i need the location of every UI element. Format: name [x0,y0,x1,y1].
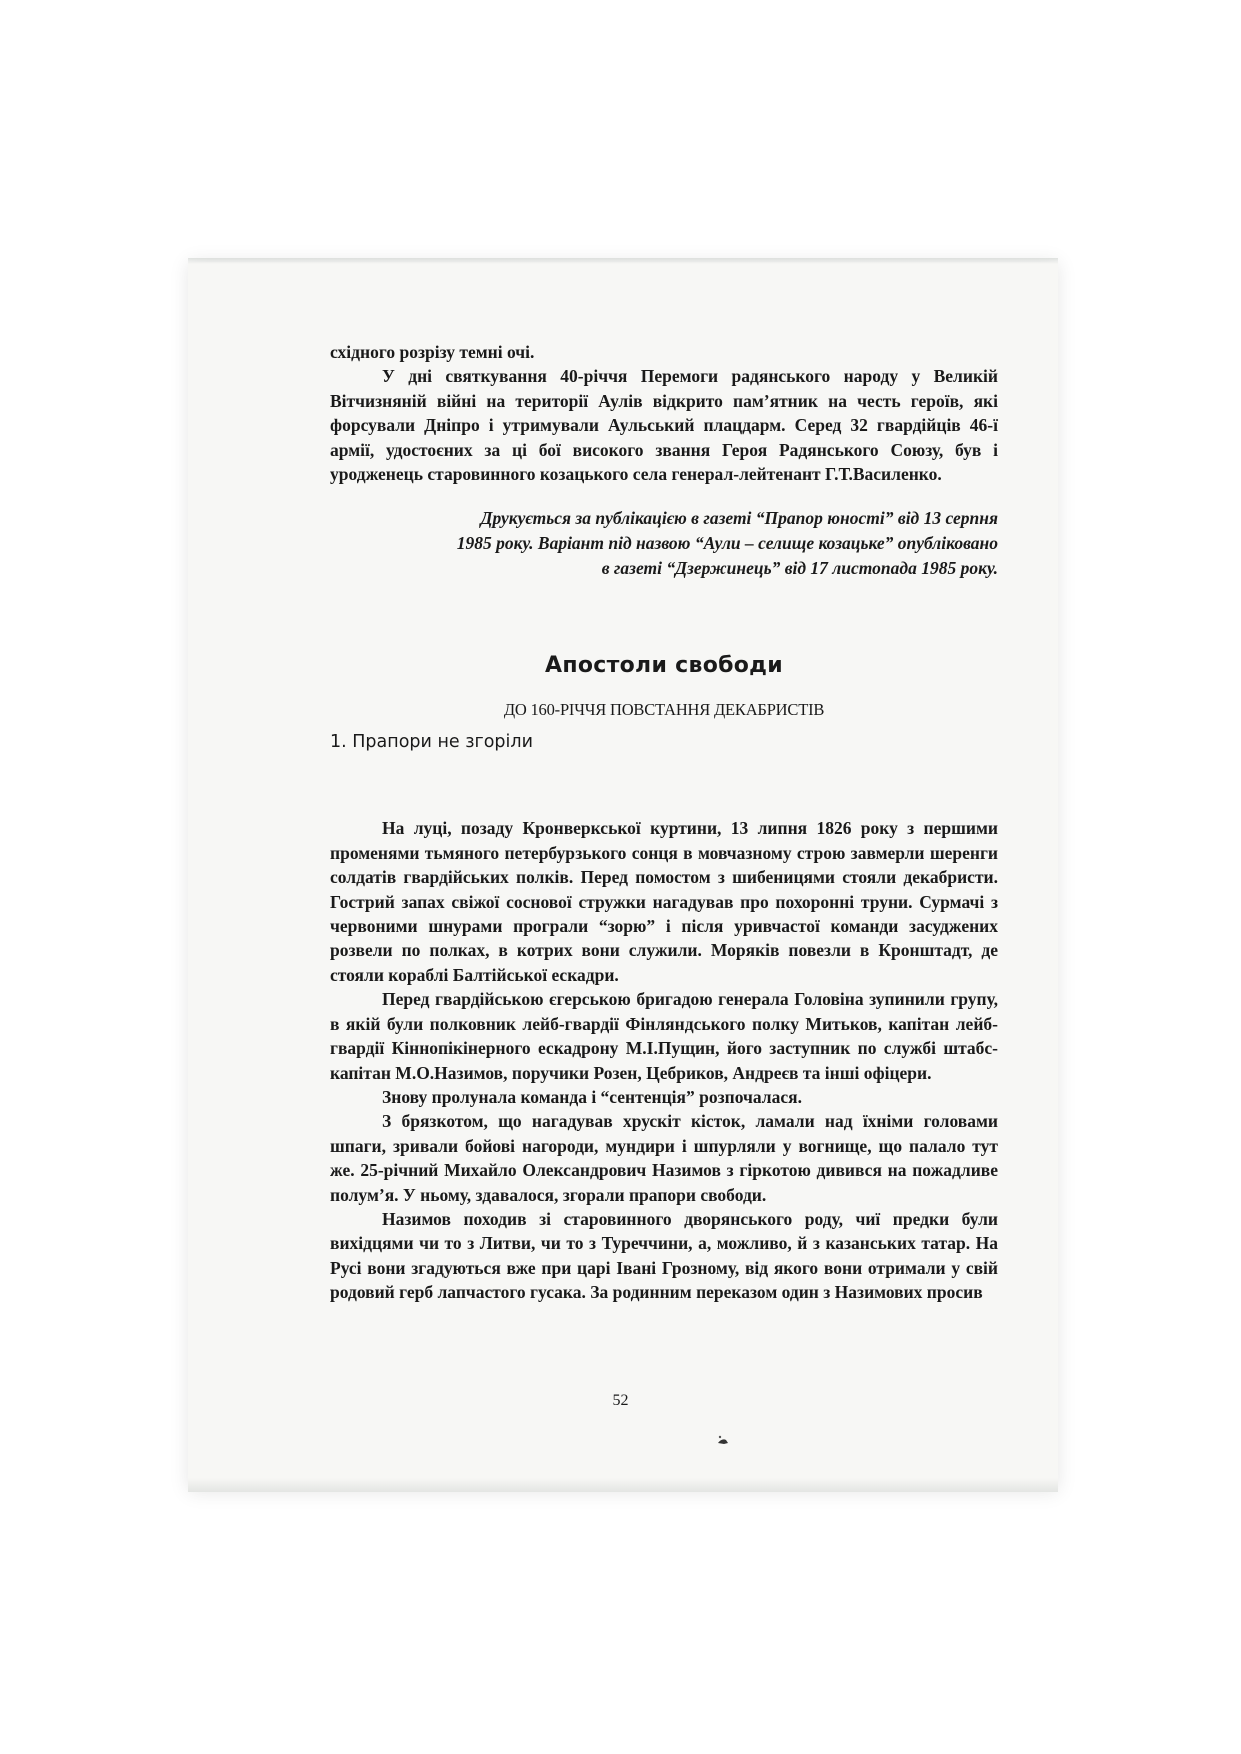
body-paragraph: Перед гвардійською єгерською бригадою генерала Головіна зупинили групу, в якій були полковник лейб-гвардії Фінляндського полку Митьков, капітан лейб-гвардії Кіннопікінерного ескадрону М.І.Пущин, його заступник по службі штабс-капітан М.О.Назимов, поручики Розен, Цебриков, Андреєв та інші офіцери. [330,989,998,1083]
body-paragraph: На луці, позаду Кронверкської куртини, 13 липня 1826 року з першими променями тьмяного петербурзького сонця в мовчазному строю завмерли шеренги солдатів гвардійських полків. Перед помостом з шибеницями стояли декабристи. Гострий запах свіжої соснової стружки нагадував про похоронні труни. Сурмачі з червоними шнурами програли “зорю” і після уривчастої команди засуджених розвели по полках, в котрих вони служили. Моряків повезли в Кронштадт, де стояли кораблі Балтійської ескадри. [330,818,998,985]
body-paragraph: З брязкотом, що нагадував хрускіт кісток, ламали над їхніми головами шпаги, зривали бойові нагороди, мундири і шпурляли у вогнище, що палало тут же. 25-річний Михайло Олександрович Назимов з гіркотою дивився на пожадливе полум’я. У ньому, здавалося, згорали прапори свободи. [330,1111,998,1205]
section-heading: 1. Прапори не згоріли [330,732,533,753]
body-paragraph: Знову пролунала команда і “сентенція” розпочалася. [382,1086,802,1107]
scan-edge-bottom [188,1478,1058,1492]
article-title: Апостоли свободи [545,653,783,679]
page-content [330,340,998,1305]
scan-edge-top [188,258,1058,264]
scan-speck-mark [716,1434,730,1446]
intro-paragraph: У дні святкування 40-річчя Перемоги радянського народу у Великій Вітчизняній війні на території Аулів відкрито пам’ятник на честь героїв, які форсували Дніпро і утримували Аульський плацдарм. Серед 32 гвардійців 46-ї армії, удостоєних за ці бої високого звання Героя Радянського Союзу, був і уродженець старовинного козацького села генерал-лейтенант Г.Т.Василенко. [330,366,998,485]
article-subtitle: ДО 160-РІЧЧЯ ПОВСТАННЯ ДЕКАБРИСТІВ [503,700,825,720]
publication-note: Друкується за публікацією в газеті “Прапор юності” від 13 серпня 1985 року. Варіант під назвою “Аули – селище козацьке” опубліковано в газеті “Дзержинець” від 17 листопада 1985 року. [456,508,998,579]
page-number: 52 [612,1392,629,1409]
body-paragraph: Назимов походив зі старовинного дворянського роду, чиї предки були вихідцями чи то з Литви, чи то з Туреччини, а, можливо, й з казанських татар. На Русі вони згадуються вже при царі Івані Грозному, від якого вони отримали у свій родовий герб лапчастого гусака. За родинним переказом один з Назимових просив [330,1208,998,1303]
article-body [330,816,998,1304]
intro-paragraph-continued: східного розрізу темні очі. [330,342,535,362]
